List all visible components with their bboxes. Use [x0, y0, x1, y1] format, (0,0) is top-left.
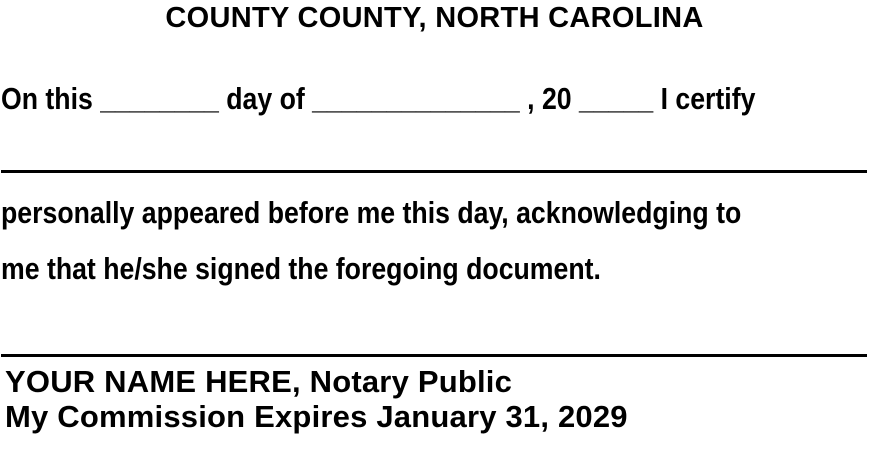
signature-line [1, 354, 867, 357]
notary-name: YOUR NAME HERE, Notary Public [5, 364, 513, 399]
certificate-line-appearance: personally appeared before me this day, acknowledging to [1, 195, 742, 230]
certificate-line-acknowledgment: me that he/she signed the foregoing document. [1, 251, 601, 286]
certificate-line-date: On this ________ day of ______________ , 20 _____ I certify [1, 81, 756, 116]
commission-expiration: My Commission Expires January 31, 2029 [5, 399, 628, 434]
county-heading: COUNTY COUNTY, NORTH CAROLINA [165, 2, 704, 34]
certified-person-blank-line [1, 170, 867, 173]
